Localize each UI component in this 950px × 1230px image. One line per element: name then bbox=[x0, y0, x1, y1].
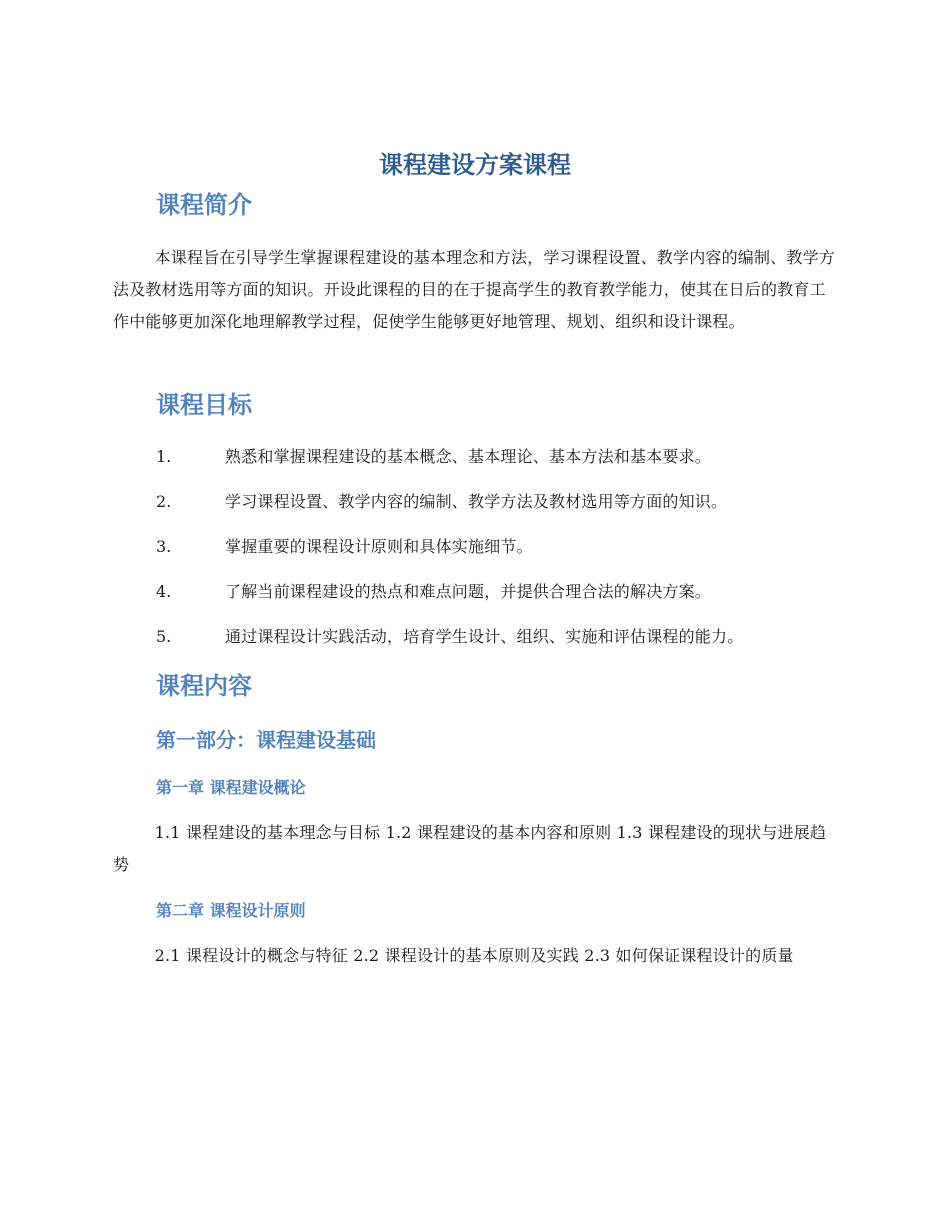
list-item-number: 2. bbox=[156, 492, 172, 511]
chapter-2-paragraph: 2.1 课程设计的概念与特征 2.2 课程设计的基本原则及实践 2.3 如何保证课程设计的质量 bbox=[154, 946, 794, 965]
list-item-text: 学习课程设置、教学内容的编制、教学方法及教材选用等方面的知识。 bbox=[225, 492, 728, 511]
chapter-1-paragraph: 1.1 课程建设的基本理念与目标 1.2 课程建设的基本内容和原则 1.3 课程建设的现状与进展趋势 bbox=[113, 823, 827, 874]
section-heading-intro: 课程简介 bbox=[156, 191, 252, 219]
section-heading-content: 课程内容 bbox=[156, 672, 252, 700]
goals-list bbox=[0, 440, 950, 665]
list-item-number: 5. bbox=[156, 627, 172, 646]
list-item bbox=[0, 485, 950, 530]
chapter-heading-2: 第二章 课程设计原则 bbox=[156, 901, 306, 920]
list-item-number: 1. bbox=[156, 447, 172, 466]
list-item-text: 了解当前课程建设的热点和难点问题，并提供合理合法的解决方案。 bbox=[225, 582, 712, 601]
chapter-heading-1: 第一章 课程建设概论 bbox=[156, 778, 306, 797]
list-item bbox=[0, 620, 950, 665]
list-item-text: 熟悉和掌握课程建设的基本概念、基本理论、基本方法和基本要求。 bbox=[225, 447, 712, 466]
list-item-text: 通过课程设计实践活动，培育学生设计、组织、实施和评估课程的能力。 bbox=[225, 627, 744, 646]
list-item bbox=[0, 440, 950, 485]
list-item-text: 掌握重要的课程设计原则和具体实施细节。 bbox=[225, 537, 533, 556]
list-item-number: 4. bbox=[156, 582, 172, 601]
list-item bbox=[0, 575, 950, 620]
section-heading-goals: 课程目标 bbox=[156, 391, 252, 419]
intro-paragraph: 本课程旨在引导学生掌握课程建设的基本理念和方法，学习课程设置、教学内容的编制、教学方法及教材选用等方面的知识。开设此课程的目的在于提高学生的教育教学能力，使其在日后的教育工作中能够更加深化地理解教学过程，促使学生能够更好地管理、规划、组织和设计课程。 bbox=[113, 248, 835, 331]
list-item-number: 3. bbox=[156, 537, 172, 556]
document-title: 课程建设方案课程 bbox=[379, 151, 571, 179]
part-heading: 第一部分：课程建设基础 bbox=[156, 728, 376, 752]
list-item bbox=[0, 530, 950, 575]
